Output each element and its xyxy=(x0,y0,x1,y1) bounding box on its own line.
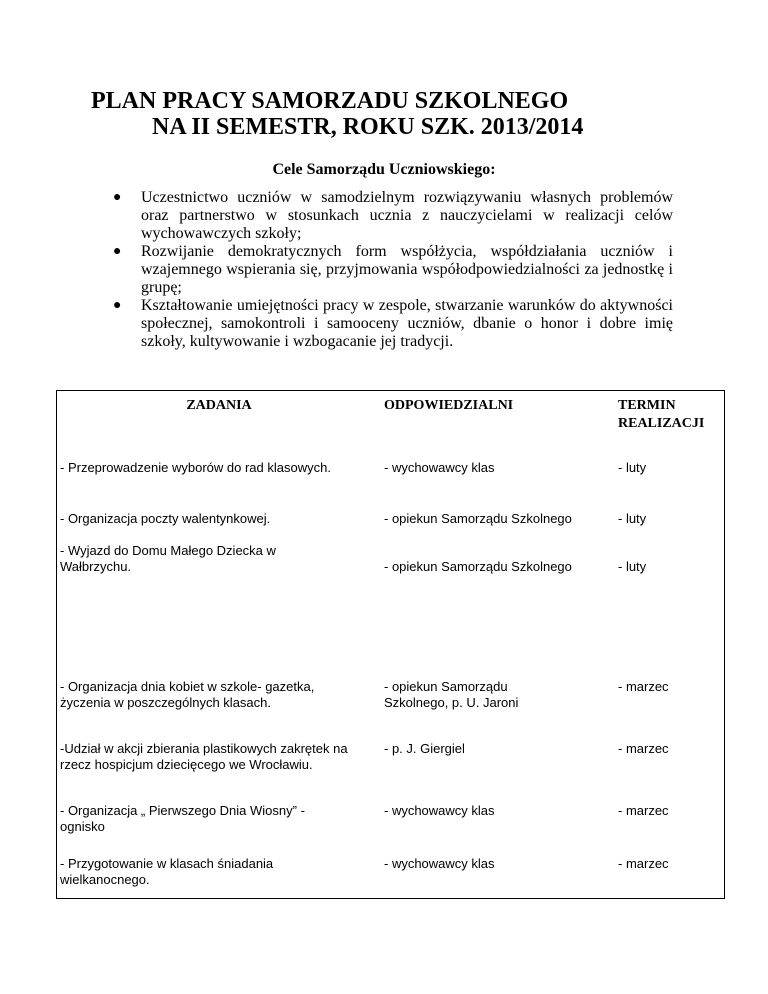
goals-list xyxy=(113,189,673,351)
bullet-icon: ● xyxy=(113,244,122,259)
header-tasks: ZADANIA xyxy=(186,398,252,413)
row-term: - luty xyxy=(618,511,647,526)
bullet-icon: ● xyxy=(113,298,122,313)
row-term: - luty xyxy=(618,559,647,574)
goal-item xyxy=(113,243,673,297)
goal-item xyxy=(113,189,673,243)
row-task: - Przygotowanie w klasach śniadania wielkanocnego. xyxy=(60,856,274,887)
row-term: - marzec xyxy=(618,803,669,818)
row-responsible: - wychowawcy klas xyxy=(384,803,495,818)
goal-text: Uczestnictwo uczniów w samodzielnym rozwiązywaniu własnych problemów oraz partnerstwo w stosunkach ucznia z nauczycielami w realizacji celów wychowawczych szkoły; xyxy=(141,189,673,242)
row-responsible: - wychowawcy klas xyxy=(384,856,495,871)
bullet-icon: ● xyxy=(113,190,122,205)
row-term: - luty xyxy=(618,460,647,475)
row-responsible: - wychowawcy klas xyxy=(384,460,495,475)
row-responsible: - p. J. Giergiel xyxy=(384,741,465,756)
title-line-2: NA II SEMESTR, ROKU SZK. 2013/2014 xyxy=(152,114,584,140)
row-task: -Udział w akcji zbierania plastikowych zakrętek na rzecz hospicjum dziecięcego we Wrocławiu. xyxy=(60,741,348,772)
goal-text: Rozwijanie demokratycznych form współżycia, współdziałania uczniów i wzajemnego wspierania się, przyjmowania współodpowiedzialności za jednostkę i grupę; xyxy=(141,243,673,296)
row-term: - marzec xyxy=(618,679,669,694)
row-responsible: - opiekun Samorządu Szkolnego, p. U. Jaroni xyxy=(384,679,519,710)
row-task: - Przeprowadzenie wyborów do rad klasowych. xyxy=(60,460,331,475)
row-task: - Organizacja „ Pierwszego Dnia Wiosny” - ognisko xyxy=(60,803,305,834)
row-task: - Organizacja dnia kobiet w szkole- gazetka, życzenia w poszczególnych klasach. xyxy=(60,679,315,710)
goals-heading: Cele Samorządu Uczniowskiego: xyxy=(272,161,496,178)
row-term: - marzec xyxy=(618,741,669,756)
row-task: - Wyjazd do Domu Małego Dziecka w Wałbrzychu. xyxy=(60,543,276,574)
goal-text: Kształtowanie umiejętności pracy w zespole, stwarzanie warunków do aktywności społecznej, samokontroli i samooceny uczniów, dbanie o honor i dobre imię szkoły, kultywowanie i wzbogacanie jej tradycji. xyxy=(141,297,673,350)
row-responsible: - opiekun Samorządu Szkolnego xyxy=(384,559,572,574)
header-term: TERMIN REALIZACJI xyxy=(618,398,705,431)
title-line-1: PLAN PRACY SAMORZADU SZKOLNEGO xyxy=(91,88,569,114)
row-responsible: - opiekun Samorządu Szkolnego xyxy=(384,511,572,526)
row-term: - marzec xyxy=(618,856,669,871)
row-task: - Organizacja poczty walentynkowej. xyxy=(60,511,271,526)
goal-item xyxy=(113,297,673,351)
header-responsible: ODPOWIEDZIALNI xyxy=(384,398,514,413)
tasks-table xyxy=(56,390,725,899)
